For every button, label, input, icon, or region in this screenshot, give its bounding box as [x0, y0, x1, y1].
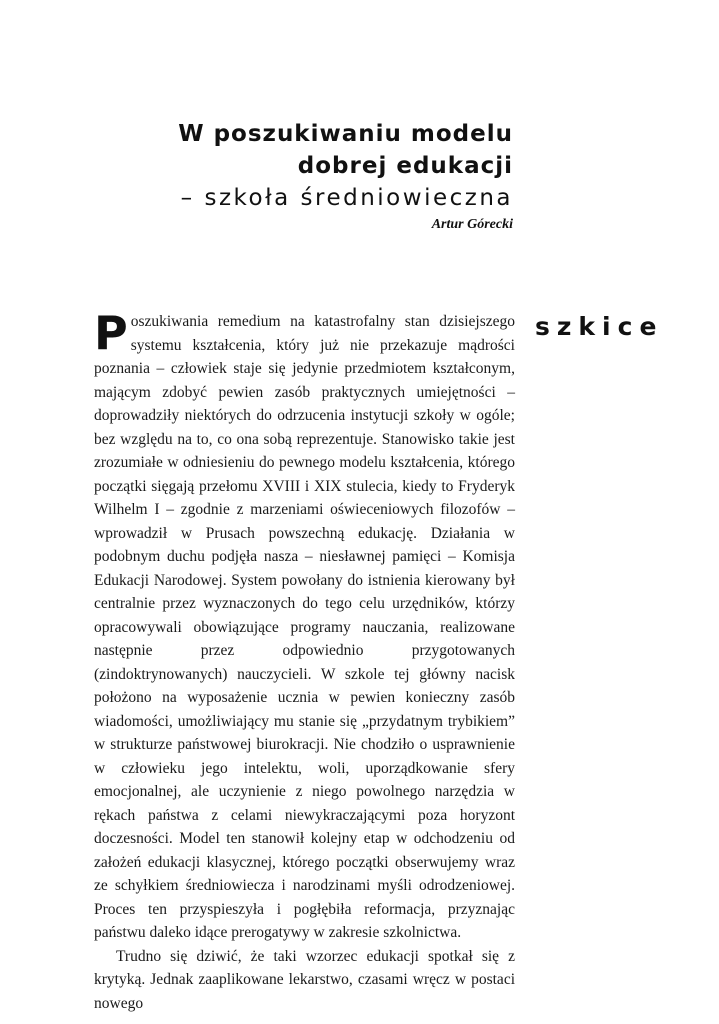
drop-cap: P — [94, 306, 128, 360]
body-paragraph-1-text: oszukiwania remedium na katastrofalny stan dzisiejszego systemu kształcenia, który już nie przekazuje mądrości poznania – człowiek staje się jedynie przedmiotem kształconym, mającym zdobyć pewien zasób praktycznych umiejętności – doprowadziły niektórych do odrzucenia instytucji szkoły w ogóle; bez względu na to, co ona sobą reprezentuje. Stanowisko takie jest zrozumiałe w odniesieniu do pewnego modelu kształcenia, którego początki sięgają przełomu XVIII i XIX stulecia, kiedy to Fryderyk Wilhelm I – zgodnie z marzeniami oświeceniowych filozofów – wprowadził w Prusach powszechną edukację. Działania w podobnym duchu podjęła nasza – niesławnej pamięci – Komisja Edukacji Narodowej. System powołany do istnienia kierowany był centralnie przez wyznaczonych do tego celu urzędników, którzy opracowywali obowiązujące programy nauczania, realizowane następnie przez odpowiednio przygotowanych (zindoktrynowanych) nauczycieli. W szkole tej główny nacisk położono na wyposażenie ucznia w pewien konieczny zasób wiadomości, umożliwiający mu stanie się „przydatnym trybikiem” w strukturze państwowej biurokracji. Nie chodziło o usprawnienie w człowieku jego intelektu, woli, uporządkowanie sfery emocjonalnej, ale uczynienie z niego powolnego narzędzia w rękach państwa z celami niewykraczającymi poza horyzont doczesności. Model ten stanowił kolejny etap w odchodzeniu od założeń edukacji klasycznej, którego początki obserwujemy wraz ze schyłkiem średniowiecza i narodzinami myśli odrodzeniowej. Proces ten przyspieszyła i pogłębiła reformacja, przyznając państwu daleko idące prerogatywy w zakresie szkolnictwa. — [94, 313, 515, 941]
section-label: szkice — [535, 312, 664, 341]
body-paragraph-2: Trudno się dziwić, że taki wzorzec edukacji spotkał się z krytyką. Jednak zaaplikowane lekarstwo, czasami wręcz w postaci nowego — [94, 947, 515, 1012]
article-author: Artur Górecki — [431, 217, 513, 232]
article-header — [178, 118, 513, 235]
article-title-line-1: W poszukiwaniu modelu — [178, 121, 513, 147]
body-paragraph-1 — [94, 306, 515, 945]
article-subtitle: – szkoła średniowieczna — [180, 185, 513, 211]
article-title-line-2: dobrej edukacji — [297, 153, 513, 179]
article-body — [94, 306, 515, 1015]
